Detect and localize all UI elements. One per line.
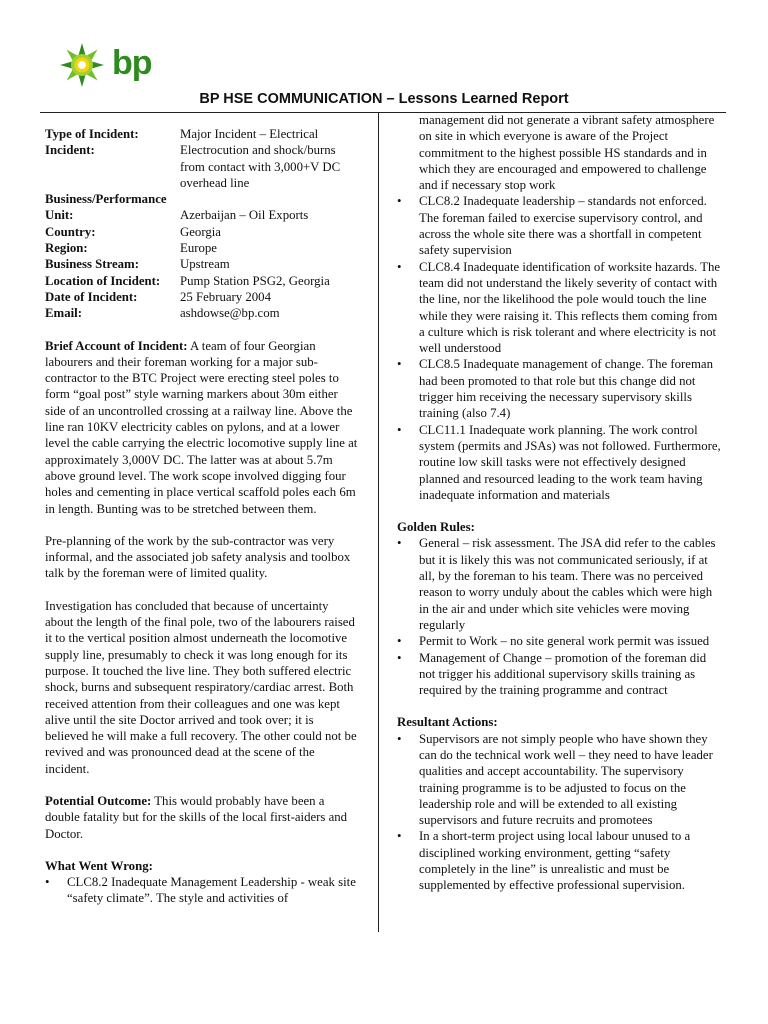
- section-label: Potential Outcome:: [45, 793, 152, 808]
- golden-rules-heading: Golden Rules:: [397, 520, 475, 535]
- pre-planning-paragraph: Pre-planning of the work by the sub-contractor was very informal, and the associated job safety analysis and toolbox talk by the foreman were of limited quality.: [45, 533, 351, 581]
- left-column: [45, 126, 360, 907]
- info-row-business-stream: [45, 256, 360, 272]
- what-went-wrong-list: [45, 874, 360, 907]
- paragraph-text: This would probably have been a double fatality but for the skills of the local first-aiders and Doctor.: [45, 793, 348, 841]
- info-value: 25 February 2004: [180, 289, 271, 304]
- info-row-date: [45, 289, 360, 305]
- list-item: • CLC8.5 Inadequate management of change. The foreman had been promoted to that role but this change did not trigger him receiving the necessary supervisory skills training (also 7.4): [397, 356, 722, 421]
- info-label: Email:: [45, 306, 82, 321]
- info-row-type: [45, 126, 360, 142]
- column-divider: [378, 112, 379, 932]
- golden-rules-list: [397, 535, 722, 698]
- what-went-wrong-heading: What Went Wrong:: [45, 858, 153, 873]
- list-item: • CLC8.2 Inadequate leadership – standards not enforced. The foreman failed to exercise supervisory control, and across the whole site there was a shortfall in competent safety supervision: [397, 193, 722, 258]
- info-label: Date of Incident:: [45, 289, 138, 304]
- section-label: Brief Account of Incident:: [45, 338, 188, 353]
- brief-account-paragraph: [45, 338, 360, 517]
- info-label: Business/Performance: [45, 192, 167, 207]
- info-label: Unit:: [45, 208, 74, 223]
- info-value: Electrocution and shock/burns from contact with 3,000+V DC overhead line: [180, 143, 341, 190]
- list-item-continued: [397, 112, 722, 193]
- info-value: Azerbaijan – Oil Exports: [180, 208, 309, 223]
- right-column: [397, 112, 722, 894]
- email-link[interactable]: ashdowse@bp.com: [180, 306, 280, 321]
- info-value: Pump Station PSG2, Georgia: [180, 273, 330, 288]
- list-item: • Management of Change – promotion of the foreman did not trigger his additional supervisory skills training as required by the training programme and contract: [397, 650, 722, 699]
- list-item: • CLC8.4 Inadequate identification of worksite hazards. The team did not understand the likely severity of contact with the line, nor the likelihood the pole would touch the line while they were raising it. This reflects them coming from a culture which is risk tolerant and where electricity is not well understood: [397, 259, 722, 357]
- report-title: BP HSE COMMUNICATION – Lessons Learned Report: [199, 91, 569, 107]
- info-label: Business Stream:: [45, 257, 139, 272]
- info-label: Type of Incident:: [45, 127, 139, 141]
- continued-text: management did not generate a vibrant safety atmosphere on site in which everyone is aware of the Project commitment to the highest possible HS standards and in which they are encouraged and empowered to challenge and if necessary stop work: [419, 113, 715, 193]
- list-item: • Supervisors are not simply people who have shown they can do the technical work well – they need to have leader qualities and accept accountability. The supervisory training programme is to be adjusted to focus on the leadership role and will be extended to all existing supervisors and future recruits and promotees: [397, 731, 722, 829]
- potential-outcome-paragraph: [45, 793, 360, 842]
- info-value: Georgia: [180, 224, 221, 239]
- list-item: • In a short-term project using local labour unused to a disciplined working environment, getting “safety completely in the line” is unrealistic and must be supplemented by effective professional supervision.: [397, 828, 722, 893]
- info-label: Incident:: [45, 143, 95, 158]
- info-row-country: [45, 224, 360, 240]
- list-item: • General – risk assessment. The JSA did refer to the cables but it is likely this was not communicated seriously, if at all, by the foreman to his team. There was no perceived reason to worry unduly about the cables which were high in the air and under which site vehicles were moving regularly: [397, 535, 722, 633]
- info-row-email: [45, 305, 360, 321]
- info-label: Location of Incident:: [45, 273, 161, 288]
- bp-logo-text: bp: [112, 44, 152, 82]
- investigation-paragraph: Investigation has concluded that because of uncertainty about the length of the final pole, two of the labourers raised it to the vertical position almost underneath the locomotive supply line, presumably to check it was long enough for its purpose. It touched the live line. They both suffered electric shock, burns and subsequent respiratory/cardiac arrest. Both received attention from their colleagues and one was kept alive until the site Doctor arrived and took over; it is believed he will make a full recovery. The other could not be revived and was pronounced dead at the scene of the incident.: [45, 598, 357, 776]
- list-item: • Permit to Work – no site general work permit was issued: [397, 633, 722, 649]
- info-value: Major Incident – Electrical: [180, 127, 319, 141]
- info-label: Region:: [45, 241, 88, 256]
- info-row-region: [45, 240, 360, 256]
- info-row-unit: [45, 207, 360, 223]
- info-row-business-performance: [45, 191, 360, 207]
- list-item: • CLC8.2 Inadequate Management Leadership - weak site “safety climate”. The style and activities of: [45, 874, 360, 907]
- info-value: Europe: [180, 241, 217, 256]
- info-value: [180, 191, 360, 207]
- what-went-wrong-list-continued: [397, 112, 722, 503]
- resultant-actions-list: [397, 731, 722, 894]
- info-value: Upstream: [180, 257, 230, 272]
- resultant-actions-heading: Resultant Actions:: [397, 715, 498, 730]
- paragraph-text: A team of four Georgian labourers and their foreman working for a major sub-contractor to the BTC Project were erecting steel poles to form “goal post” style warning markers about 30m either side of an uncontrolled crossing at a railway line. Above the line ran 10KV electricity cables on pylons, and at a lower level the cable carrying the electric locomotive supply line at approximately 3,000V DC. The latter was at about 5.7m above ground level. The work scope involved digging four holes and cementing in place vertical scaffold poles each 6m in length. Bunting was to be stretched between them.: [45, 338, 358, 516]
- info-label: Country:: [45, 224, 96, 239]
- list-item: • CLC11.1 Inadequate work planning. The work control system (permits and JSAs) was not followed. Furthermore, routine low skill tasks were not effectively designed planned and resourced leading to the work team having inadequate information and materials: [397, 422, 722, 503]
- info-row-incident: [45, 142, 360, 191]
- info-row-location: [45, 273, 360, 289]
- incident-info: [45, 126, 360, 322]
